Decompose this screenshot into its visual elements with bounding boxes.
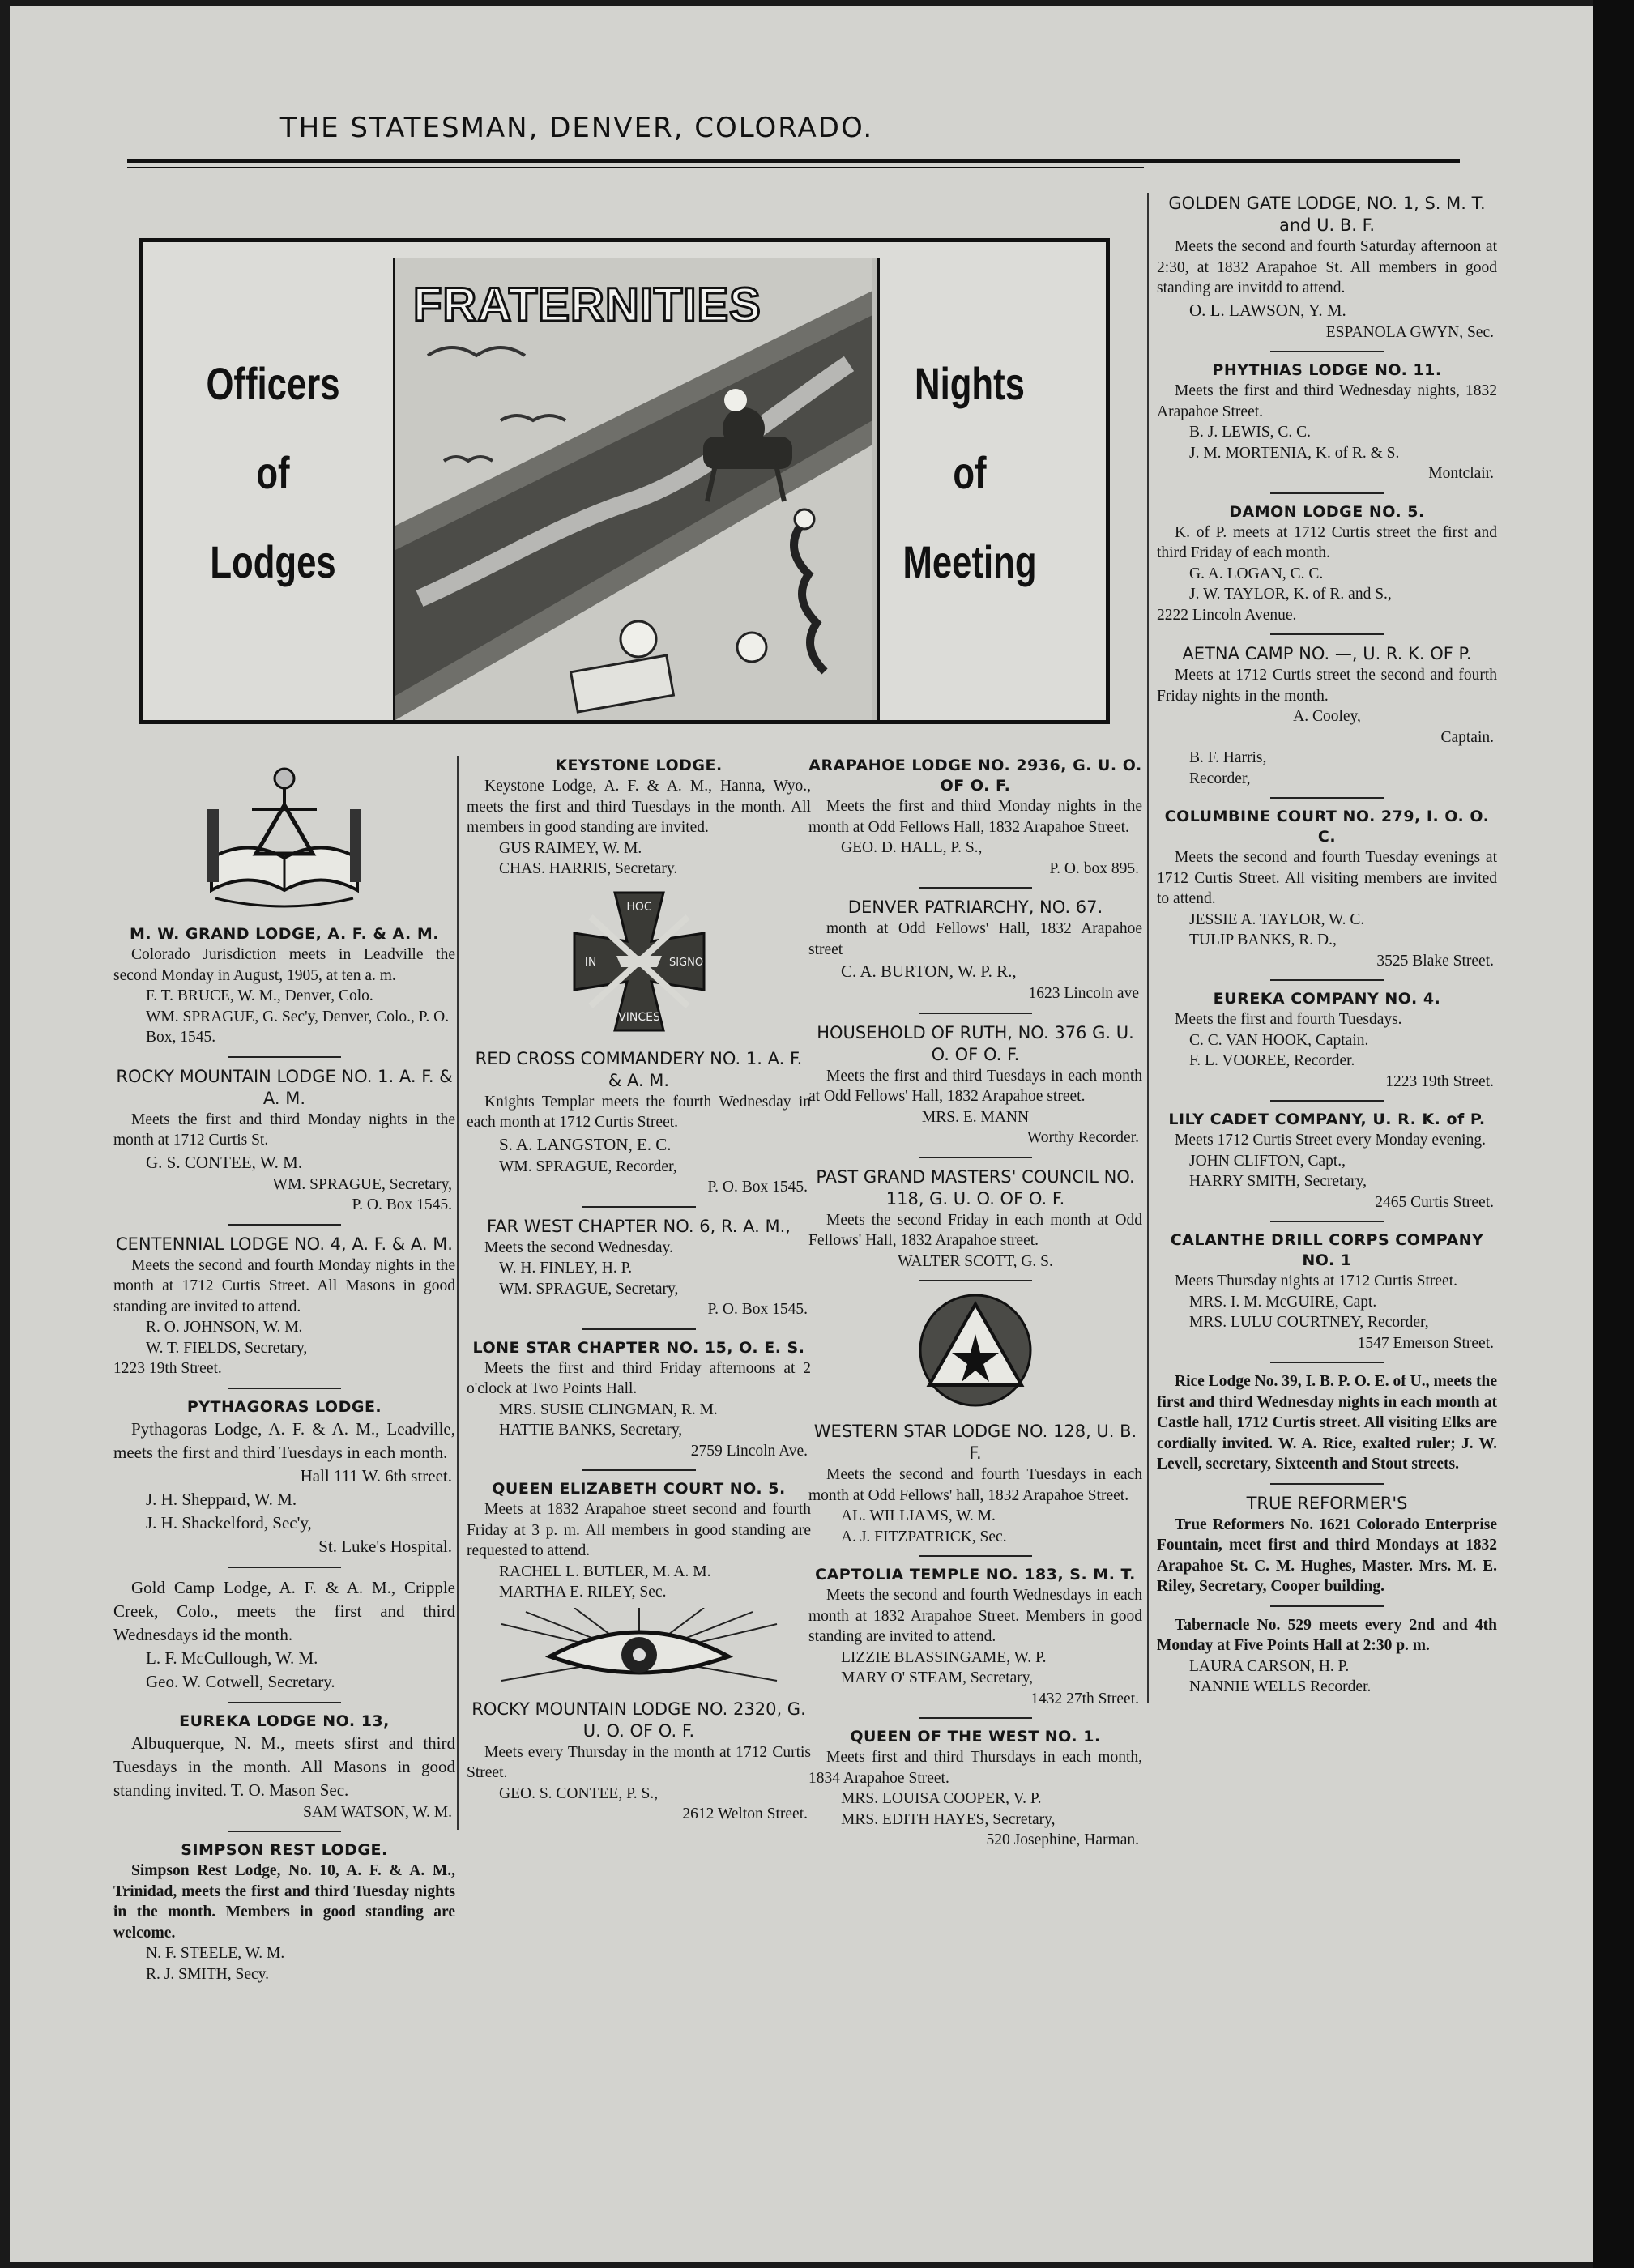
- entry-heading: PAST GRAND MASTERS' COUNCIL NO. 118, G. U. O. OF O. F.: [816, 1166, 1135, 1209]
- entry-denver-patriarchy: [808, 897, 1142, 1004]
- column-1: [113, 756, 455, 1989]
- cross-word-right: SIGNO: [668, 956, 703, 969]
- entry-signature: C. C. VAN HOOK, Captain.: [1189, 1031, 1369, 1049]
- divider: [1270, 633, 1384, 635]
- entry-heading: EUREKA COMPANY NO. 4.: [1213, 990, 1441, 1008]
- entry-text: Meets Thursday nights at 1712 Curtis Street.: [1175, 1273, 1457, 1290]
- entry-signature: WM. SPRAGUE, Secretary,: [272, 1175, 452, 1193]
- entry-calanthe-drill-corps: [1157, 1230, 1497, 1354]
- entry-signature: SAM WATSON, W. M.: [303, 1803, 452, 1821]
- entry-signature: R. J. SMITH, Secy.: [146, 1965, 270, 1983]
- entry-signature: LAURA CARSON, H. P.: [1189, 1657, 1350, 1675]
- entry-text: Meets the second and fourth Saturday afternoon at 2:30, at 1832 Arapahoe St. All members in good standing are invitdd to attend.: [1157, 238, 1497, 296]
- banner-left-line: of: [256, 447, 290, 498]
- divider: [228, 1702, 341, 1703]
- entry-golden-gate-lodge: [1157, 193, 1497, 343]
- entry-signature: GEO. D. HALL, P. S.,: [841, 839, 983, 856]
- entry-signature: JOHN CLIFTON, Capt.,: [1189, 1152, 1346, 1170]
- masthead: THE STATESMAN, DENVER, COLORADO.: [279, 112, 874, 144]
- entry-text: Meets at 1712 Curtis street the second and fourth Friday nights in the month.: [1157, 667, 1497, 705]
- entry-signature: HATTIE BANKS, Secretary,: [499, 1422, 683, 1439]
- entry-far-west-chapter: [467, 1216, 811, 1320]
- entry-signature: G. S. CONTEE, W. M.: [146, 1152, 303, 1172]
- entry-text: month at Odd Fellows' Hall, 1832 Arapahoe street: [808, 920, 1142, 958]
- cross-word-left: IN: [584, 955, 596, 969]
- entry-signature: Worthy Recorder.: [1026, 1129, 1139, 1146]
- divider: [582, 1469, 696, 1471]
- divider: [1270, 492, 1384, 494]
- entry-eureka-lodge: [113, 1712, 455, 1823]
- divider: [228, 1388, 341, 1389]
- entry-signature: J. M. MORTENIA, K. of R. & S.: [1189, 444, 1400, 462]
- divider: [1270, 1362, 1384, 1363]
- entry-signature: 1547 Emerson Street.: [1357, 1334, 1494, 1352]
- entry-signature: J. W. TAYLOR, K. of R. and S.,: [1189, 586, 1392, 603]
- entry-signature: 3525 Blake Street.: [1376, 952, 1494, 970]
- banner-right-line: Nights: [915, 358, 1025, 409]
- entry-heading: QUEEN ELIZABETH COURT NO. 5.: [492, 1480, 786, 1498]
- cross-word-top: HOC: [625, 900, 652, 914]
- entry-true-reformers: [1157, 1493, 1497, 1597]
- entry-grand-lodge: [113, 924, 455, 1048]
- entry-text: Meets first and third Thursdays in each month, 1834 Arapahoe Street.: [808, 1749, 1142, 1787]
- entry-text: Meets at 1832 Arapahoe street second and fourth Friday at 3 p. m. All members in good standing are requested to attend.: [467, 1501, 811, 1559]
- entry-text: Albuquerque, N. M., meets sfirst and third Tuesdays in the month. All Masons in good standing invited. T. O. Mason Sec.: [113, 1733, 455, 1800]
- divider: [582, 1206, 696, 1208]
- entry-heading: HOUSEHOLD OF RUTH, NO. 376 G. U. O. OF O. F.: [817, 1022, 1134, 1064]
- entry-signature: MRS. EDITH HAYES, Secretary,: [841, 1810, 1056, 1828]
- cross-word-bottom: VINCES: [617, 1010, 660, 1024]
- entry-heading: ROCKY MOUNTAIN LODGE NO. 1. A. F. & A. M.: [116, 1066, 453, 1108]
- entry-text: Keystone Lodge, A. F. & A. M., Hanna, Wyo., meets the first and third Tuesdays in the month. All members in good standing are invited.: [467, 778, 811, 836]
- entry-rice-lodge: [1157, 1371, 1497, 1475]
- entry-aetna-camp: [1157, 643, 1497, 789]
- entry-signature: TULIP BANKS, R. D.,: [1189, 932, 1337, 949]
- entry-phythias-lodge: [1157, 360, 1497, 484]
- entry-text: True Reformers No. 1621 Colorado Enterprise Fountain, meet first and third Mondays at 1832 Arapahoe St. C. M. Hughes, Master. Mrs. M. E. Riley, Secretary, Cooper building.: [1157, 1516, 1497, 1595]
- entry-signature: F. L. VOOREE, Recorder.: [1189, 1052, 1355, 1069]
- entry-signature: A. J. FITZPATRICK, Sec.: [841, 1528, 1007, 1545]
- entry-text: Meets the first and third Wednesday nights, 1832 Arapahoe Street.: [1157, 382, 1497, 420]
- entry-signature: W. H. FINLEY, H. P.: [499, 1260, 633, 1277]
- entry-signature: 1623 Lincoln ave: [1028, 985, 1139, 1002]
- entry-signature: AL. WILLIAMS, W. M.: [841, 1507, 996, 1524]
- entry-signature: Captain.: [1440, 728, 1494, 746]
- entry-text: Meets the second and fourth Monday nights in the month at 1712 Curtis Street. All Masons in good standing are invited to attend.: [113, 1256, 455, 1315]
- entry-heading: M. W. GRAND LODGE, A. F. & A. M.: [129, 925, 440, 943]
- entry-text: Rice Lodge No. 39, I. B. P. O. E. of U., meets the first and third Wednesday nights in each month at Castle hall, 1712 Curtis street. All visiting Elks are cordially invited. W. A. Rice, exalted ruler; J. W. Levell, secretary, Sixteenth and Stout streets.: [1157, 1373, 1497, 1473]
- entry-heading: COLUMBINE COURT NO. 279, I. O. O. C.: [1164, 808, 1490, 846]
- entry-text: Meets the second Wednesday.: [484, 1238, 673, 1256]
- entry-signature: B. J. LEWIS, C. C.: [1189, 424, 1312, 441]
- entry-text: Knights Templar meets the fourth Wednesday in each month at 1712 Curtis Street.: [467, 1093, 811, 1131]
- entry-signature: MARY O' STEAM, Secretary,: [841, 1669, 1034, 1686]
- entry-signature: J. H. Shackelford, Sec'y,: [146, 1512, 312, 1533]
- entry-signature: MRS. LULU COURTNEY, Recorder,: [1189, 1314, 1429, 1331]
- entry-queen-elizabeth-court: [467, 1479, 811, 1603]
- entry-text: Tabernacle No. 529 meets every 2nd and 4th Monday at Five Points Hall at 2:30 p. m.: [1157, 1616, 1497, 1654]
- entry-heading: LONE STAR CHAPTER NO. 15, O. E. S.: [472, 1338, 805, 1357]
- entry-text: Meets the second Friday in each month at Odd Fellows' Hall, 1832 Arapahoe street.: [808, 1211, 1142, 1249]
- entry-signature: 2465 Curtis Street.: [1375, 1193, 1494, 1211]
- entry-text: Colorado Jurisdiction meets in Leadville the second Monday in August, 1905, at ten a. m.: [113, 946, 455, 984]
- entry-signature: Recorder,: [1189, 770, 1251, 787]
- star-in-triangle-emblem-icon: [915, 1290, 1036, 1411]
- column-2: [457, 756, 811, 1830]
- entry-signature: St. Luke's Hospital.: [318, 1536, 452, 1556]
- newspaper-page: [10, 6, 1593, 2262]
- divider: [1270, 979, 1384, 981]
- entry-signature: P. O. box 895.: [1049, 859, 1139, 877]
- banner-right-line: of: [953, 447, 987, 498]
- entry-text: Gold Camp Lodge, A. F. & A. M., Cripple Creek, Colo., meets the first and third Wednesdays id the month.: [113, 1577, 455, 1644]
- entry-heading: CAPTOLIA TEMPLE NO. 183, S. M. T.: [815, 1566, 1136, 1584]
- entry-signature: NANNIE WELLS Recorder.: [1189, 1678, 1372, 1695]
- entry-western-star-lodge: [808, 1421, 1142, 1547]
- entry-heading: CALANTHE DRILL CORPS COMPANY NO. 1: [1170, 1231, 1484, 1269]
- entry-damon-lodge: [1157, 502, 1497, 626]
- entry-signature: 2222 Lincoln Avenue.: [1157, 606, 1297, 624]
- entry-columbine-court: [1157, 807, 1497, 971]
- divider: [1270, 351, 1384, 352]
- entry-heading: KEYSTONE LODGE.: [555, 757, 723, 774]
- entry-heading: ARAPAHOE LODGE NO. 2936, G. U. O. OF O. F.: [808, 757, 1142, 795]
- templar-cross-emblem-icon: [566, 885, 712, 1038]
- entry-signature: O. L. LAWSON, Y. M.: [1189, 300, 1346, 320]
- entry-signature: MRS. SUSIE CLINGMAN, R. M.: [499, 1400, 718, 1418]
- column-3: [804, 756, 1142, 1856]
- entry-signature: R. O. JOHNSON, W. M.: [146, 1319, 303, 1336]
- entry-heading: LILY CADET COMPANY, U. R. K. of P.: [1168, 1111, 1486, 1128]
- entry-lily-cadet-company: [1157, 1110, 1497, 1213]
- entry-signature: 1223 19th Street.: [1385, 1072, 1494, 1090]
- divider: [582, 1328, 696, 1330]
- entry-signature: WM. SPRAGUE, Recorder,: [499, 1157, 677, 1175]
- entry-heading: TRUE REFORMER'S: [1246, 1493, 1408, 1513]
- entry-text: K. of P. meets at 1712 Curtis street the first and third Friday of each month.: [1157, 523, 1497, 561]
- entry-signature: S. A. LANGSTON, E. C.: [499, 1134, 672, 1154]
- entry-signature: ESPANOLA GWYN, Sec.: [1325, 323, 1494, 341]
- divider: [228, 1831, 341, 1832]
- entry-heading: PYTHAGORAS LODGE.: [186, 1397, 382, 1416]
- entry-signature: WM. SPRAGUE, Secretary,: [499, 1280, 679, 1298]
- entry-signature: MRS. LOUISA COOPER, V. P.: [841, 1790, 1042, 1807]
- entry-heading: AETNA CAMP NO. —, U. R. K. OF P.: [1182, 644, 1472, 663]
- entry-heading: DAMON LODGE NO. 5.: [1229, 502, 1425, 521]
- entry-signature: 520 Josephine, Harman.: [986, 1831, 1139, 1848]
- entry-signature: Geo. W. Cotwell, Secretary.: [146, 1671, 335, 1691]
- entry-signature: G. A. LOGAN, C. C.: [1189, 565, 1324, 582]
- entry-heading: EUREKA LODGE NO. 13,: [179, 1712, 390, 1730]
- entry-heading: WESTERN STAR LODGE NO. 128, U. B. F.: [813, 1422, 1137, 1463]
- entry-signature: GEO. S. CONTEE, P. S.,: [499, 1784, 659, 1802]
- entry-signature: 1223 19th Street.: [113, 1360, 222, 1377]
- entry-signature: F. T. BRUCE, W. M., Denver, Colo.: [146, 987, 373, 1004]
- entry-signature: GUS RAIMEY, W. M.: [499, 839, 642, 857]
- banner-illustration: [393, 258, 880, 720]
- entry-signature: N. F. STEELE, W. M.: [146, 1945, 285, 1962]
- divider: [228, 1567, 341, 1568]
- divider: [919, 1717, 1032, 1719]
- entry-signature: HARRY SMITH, Secretary,: [1189, 1173, 1367, 1190]
- scan-edge: [1593, 0, 1634, 2268]
- all-seeing-eye-emblem-icon: [493, 1608, 785, 1689]
- entry-heading: FAR WEST CHAPTER NO. 6, R. A. M.,: [487, 1216, 791, 1236]
- entry-signature: MARTHA E. RILEY, Sec.: [499, 1584, 667, 1601]
- banner-right-text: [868, 339, 1071, 607]
- entry-heading: DENVER PATRIARCHY, NO. 67.: [847, 897, 1103, 917]
- divider: [1270, 1221, 1384, 1222]
- entry-pythagoras-lodge: [113, 1397, 455, 1558]
- entry-signature: LIZZIE BLASSINGAME, W. P.: [841, 1648, 1047, 1666]
- entry-text: Meets every Thursday in the month at 1712 Curtis Street.: [467, 1743, 811, 1781]
- entry-heading: PHYTHIAS LODGE NO. 11.: [1212, 361, 1442, 379]
- masthead-rule: [127, 159, 1460, 163]
- entry-signature: A. Cooley,: [1293, 708, 1361, 725]
- banner-left-text: [178, 339, 368, 607]
- entry-signature: P. O. Box 1545.: [352, 1196, 452, 1213]
- column-4: [1147, 193, 1497, 1703]
- entry-heading: CENTENNIAL LODGE NO. 4, A. F. & A. M.: [115, 1234, 453, 1254]
- divider: [1270, 1100, 1384, 1102]
- divider: [1270, 1483, 1384, 1485]
- entry-text: Meets the first and third Monday nights in the month at 1712 Curtis St.: [113, 1111, 455, 1149]
- entry-signature: MRS. I. M. McGUIRE, Capt.: [1189, 1293, 1377, 1311]
- entry-rocky-mountain-lodge-2320: [467, 1699, 811, 1825]
- divider: [228, 1224, 341, 1226]
- entry-text: Meets the second and fourth Wednesdays in each month at 1832 Arapahoe Street. Members in good standing are invited to attend.: [808, 1587, 1142, 1645]
- entry-signature: 2759 Lincoln Ave.: [690, 1442, 808, 1460]
- banner-left-line: Officers: [206, 358, 340, 409]
- divider: [919, 1555, 1032, 1557]
- divider: [1270, 797, 1384, 799]
- entry-signature: J. H. Sheppard, W. M.: [146, 1489, 297, 1509]
- entry-heading: ROCKY MOUNTAIN LODGE NO. 2320, G. U. O. OF O. F.: [471, 1699, 806, 1741]
- divider: [1270, 1605, 1384, 1607]
- divider: [228, 1056, 341, 1058]
- entry-signature: 1432 27th Street.: [1030, 1690, 1139, 1707]
- entry-household-of-ruth: [808, 1022, 1142, 1149]
- banner-left-line: Lodges: [210, 536, 336, 587]
- entry-arapahoe-lodge: [808, 756, 1142, 879]
- entry-signature: B. F. Harris,: [1189, 749, 1267, 766]
- entry-heading: QUEEN OF THE WEST NO. 1.: [850, 1728, 1101, 1746]
- entry-signature: RACHEL L. BUTLER, M. A. M.: [499, 1562, 711, 1580]
- entry-heading: RED CROSS COMMANDERY NO. 1. A. F. & A. M.: [475, 1048, 803, 1090]
- entry-text: Meets the second and fourth Tuesdays in each month at Odd Fellows' hall, 1832 Arapahoe Street.: [808, 1466, 1142, 1504]
- entry-signature: L. F. McCullough, W. M.: [146, 1648, 318, 1668]
- entry-eureka-company: [1157, 989, 1497, 1092]
- entry-text: Simpson Rest Lodge, No. 10, A. F. & A. M., Trinidad, meets the first and third Tuesday nights in the month. Members in good standing are welcome.: [113, 1862, 455, 1942]
- entry-red-cross-commandery: [467, 1048, 811, 1198]
- divider: [919, 887, 1032, 889]
- entry-signature: P. O. Box 1545.: [707, 1301, 808, 1318]
- entry-text: Meets the first and third Tuesdays in each month at Odd Fellows' Hall, 1832 Arapahoe street.: [808, 1067, 1142, 1105]
- entry-signature: WM. SPRAGUE, G. Sec'y, Denver, Colo., P. O. Box, 1545.: [146, 1008, 450, 1046]
- entry-signature: WALTER SCOTT, G. S.: [898, 1252, 1053, 1270]
- entry-past-grand-masters-council: [808, 1166, 1142, 1273]
- banner-title: FRATERNITIES: [413, 279, 762, 331]
- entry-signature: MRS. E. MANN: [921, 1108, 1030, 1126]
- entry-signature: P. O. Box 1545.: [707, 1179, 808, 1196]
- entry-signature: Hall 111 W. 6th street.: [300, 1465, 452, 1486]
- divider: [919, 1013, 1032, 1014]
- entry-signature: 2612 Welton Street.: [682, 1805, 808, 1823]
- divider: [919, 1157, 1032, 1158]
- banner-right-line: Meeting: [902, 536, 1037, 587]
- entry-signature: JESSIE A. TAYLOR, W. C.: [1189, 910, 1365, 928]
- open-bible-emblem-icon: [199, 761, 369, 914]
- entry-centennial-lodge: [113, 1234, 455, 1379]
- entry-tabernacle: [1157, 1615, 1497, 1698]
- entry-text: Meets the first and third Friday afternoons at 2 o'clock at Two Points Hall.: [467, 1359, 811, 1397]
- entry-heading: SIMPSON REST LODGE.: [181, 1841, 388, 1859]
- entry-queen-of-the-west: [808, 1727, 1142, 1851]
- fraternities-banner: [139, 238, 1110, 724]
- entry-signature: CHAS. HARRIS, Secretary.: [499, 860, 678, 877]
- divider: [919, 1280, 1032, 1281]
- entry-text: Pythagoras Lodge, A. F. & A. M., Leadville, meets the first and third Tuesdays in each month.: [113, 1418, 455, 1462]
- entry-signature: Montclair.: [1428, 465, 1494, 482]
- entry-lone-star-chapter: [467, 1338, 811, 1462]
- entry-heading: GOLDEN GATE LODGE, NO. 1, S. M. T. and U. B. F.: [1168, 194, 1486, 235]
- entry-keystone-lodge: [467, 756, 811, 880]
- entry-gold-camp-lodge: [113, 1576, 455, 1694]
- entry-captolia-temple: [808, 1565, 1142, 1709]
- entry-signature: W. T. FIELDS, Secretary,: [146, 1339, 308, 1357]
- entry-text: Meets 1712 Curtis Street every Monday evening.: [1175, 1132, 1486, 1149]
- entry-simpson-rest-lodge: [113, 1840, 455, 1985]
- entry-text: Meets the second and fourth Tuesday evenings at 1712 Curtis Street. All visiting members are invited to attend.: [1157, 849, 1497, 907]
- entry-text: Meets the first and third Monday nights in the month at Odd Fellows Hall, 1832 Arapahoe Street.: [808, 798, 1142, 836]
- masthead-rule-thin: [127, 167, 1144, 168]
- entry-text: Meets the first and fourth Tuesdays.: [1175, 1011, 1402, 1028]
- entry-signature: C. A. BURTON, W. P. R.,: [841, 961, 1017, 981]
- entry-rocky-mountain-lodge: [113, 1066, 455, 1216]
